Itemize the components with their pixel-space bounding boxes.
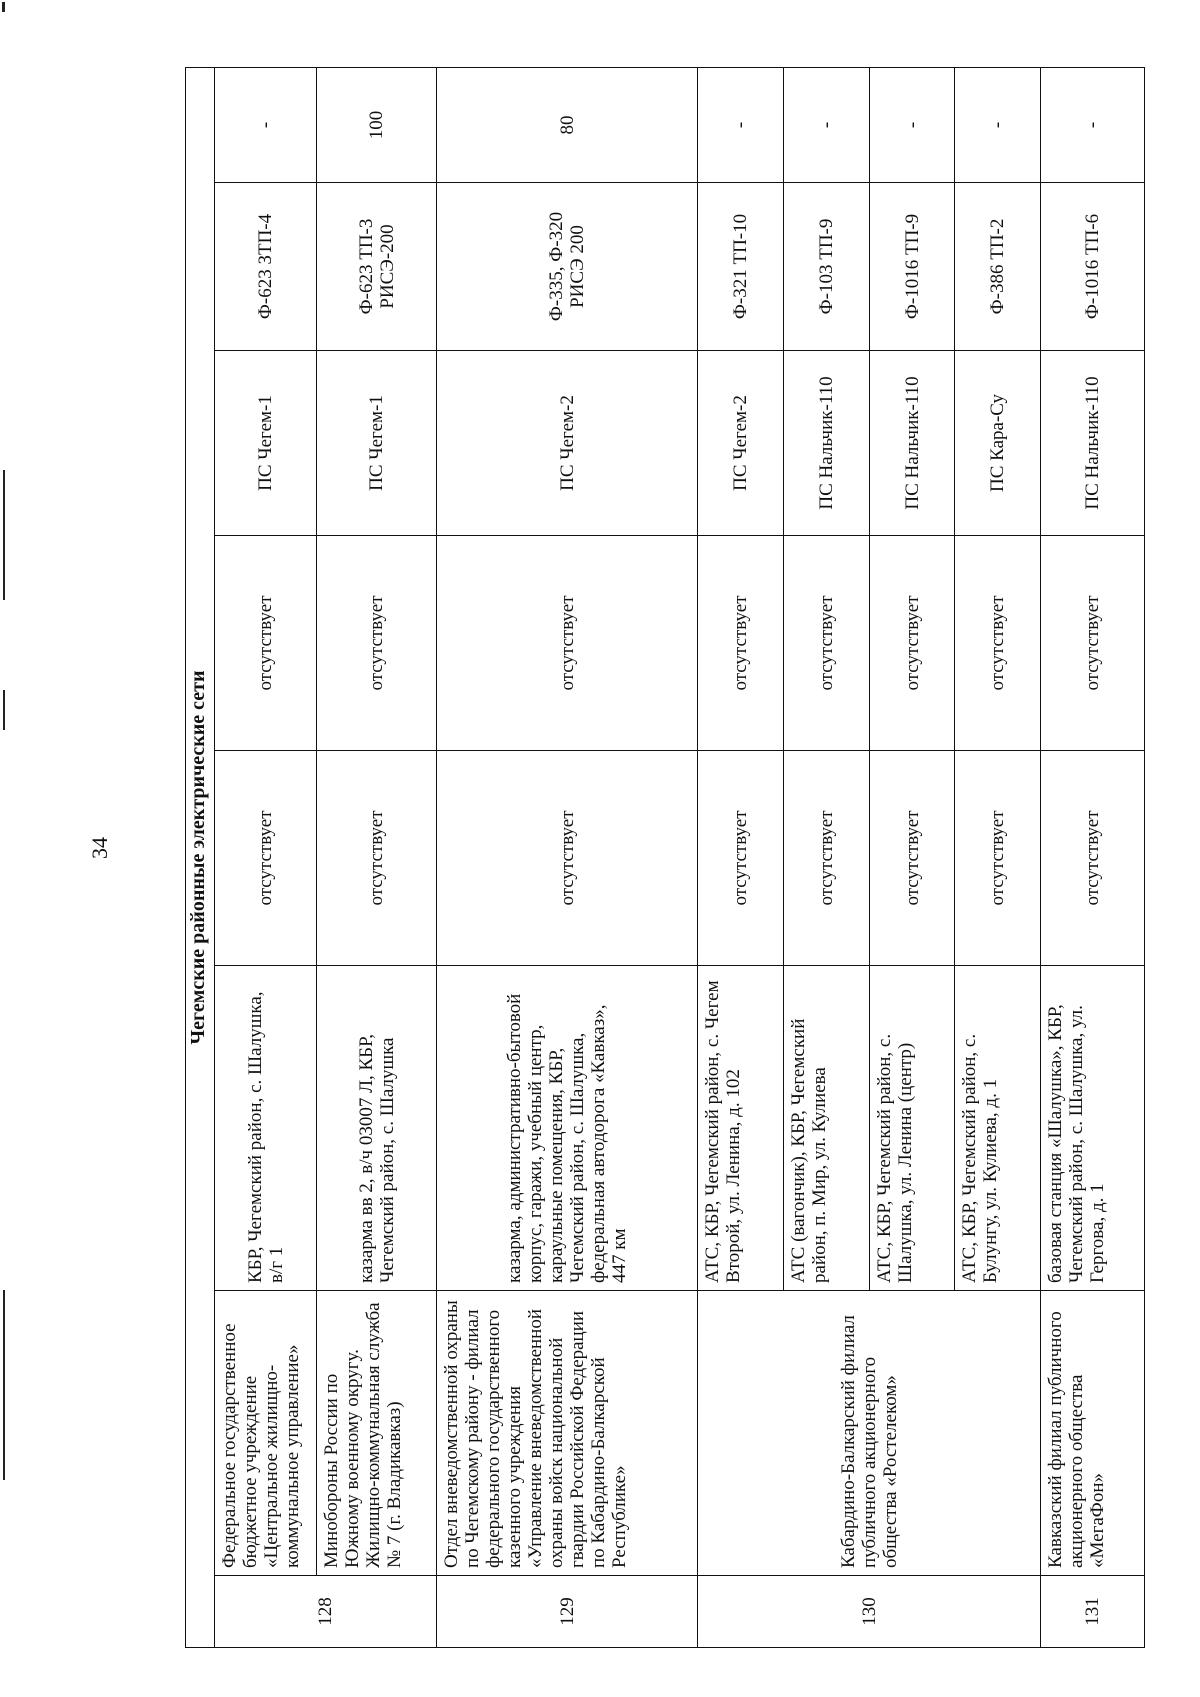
- power-cell: -: [783, 67, 869, 182]
- status-cell: отсутствует: [437, 536, 698, 751]
- status-cell: отсутствует: [783, 536, 869, 751]
- table-row: [698, 67, 784, 1647]
- table-row: [317, 67, 437, 1647]
- status-cell: отсутствует: [317, 536, 437, 751]
- rotated-table-area: [185, 68, 1145, 1648]
- substation-cell: ПС Чегем-1: [215, 351, 317, 536]
- address-cell: АТС, КБР, Чегемский район, с. Булунгу, ул. Кулиева, д. 1: [955, 966, 1041, 1291]
- row-number: 128: [215, 1576, 437, 1648]
- status-cell: отсутствует: [317, 751, 437, 966]
- substation-cell: ПС Чегем-1: [317, 351, 437, 536]
- substation-cell: ПС Чегем-2: [698, 351, 784, 536]
- row-number: 131: [1041, 1576, 1145, 1648]
- power-cell: -: [698, 67, 784, 182]
- power-cell: -: [955, 67, 1041, 182]
- feeder-cell: Ф-386 ТП-2: [955, 183, 1041, 351]
- table-row: [215, 67, 317, 1647]
- substation-cell: ПС Кара-Су: [955, 351, 1041, 536]
- table-row: [1041, 67, 1145, 1647]
- power-cell: -: [869, 67, 955, 182]
- substation-cell: ПС Нальчик-110: [783, 351, 869, 536]
- feeder-cell: Ф-103 ТП-9: [783, 183, 869, 351]
- table-row: [437, 67, 698, 1647]
- scan-mark-left-1: [3, 470, 5, 600]
- status-cell: отсутствует: [437, 751, 698, 966]
- address-cell: базовая станция «Шалушка», КБР, Чегемский район, с. Шалушка, ул. Гергова, д. 1: [1041, 966, 1145, 1291]
- address-cell: АТС (вагончик), КБР, Чегемский район, п. Мир, ул. Кулиева: [783, 966, 869, 1291]
- scan-mark-left-3: [3, 1290, 5, 1480]
- substation-cell: ПС Нальчик-110: [869, 351, 955, 536]
- power-cell: 80: [437, 67, 698, 182]
- status-cell: отсутствует: [783, 751, 869, 966]
- feeder-cell: Ф-1016 ТП-9: [869, 183, 955, 351]
- status-cell: отсутствует: [215, 751, 317, 966]
- organization-cell: Кабардино-Балкарский филиал публичного акционерного общества «Ростелеком»: [698, 1291, 1041, 1576]
- power-cell: -: [1041, 67, 1145, 182]
- address-cell: АТС, КБР, Чегемский район, с. Шалушка, ул. Ленина (центр): [869, 966, 955, 1291]
- substation-cell: ПС Нальчик-110: [1041, 351, 1145, 536]
- feeder-cell: Ф-1016 ТП-6: [1041, 183, 1145, 351]
- organization-cell: Кавказский филиал публичного акционерного общества «МегаФон»: [1041, 1291, 1145, 1576]
- status-cell: отсутствует: [698, 536, 784, 751]
- power-cell: 100: [317, 67, 437, 182]
- power-cell: -: [215, 67, 317, 182]
- section-title: Чегемские районные электрические сети: [186, 67, 215, 1647]
- status-cell: отсутствует: [869, 536, 955, 751]
- scan-mark-top-left: [2, 2, 5, 12]
- organization-cell: Минобороны России по Южному военному округу. Жилищно-коммунальная служба № 7 (г. Владикавказ): [317, 1291, 437, 1576]
- organization-cell: Федеральное государственное бюджетное учреждение «Центральное жилищно-коммунальное управление»: [215, 1291, 317, 1576]
- status-cell: отсутствует: [1041, 751, 1145, 966]
- scan-mark-left-2: [3, 690, 5, 730]
- status-cell: отсутствует: [869, 751, 955, 966]
- row-number: 130: [698, 1576, 1041, 1648]
- address-cell: КБР, Чегемский район, с. Шалушка, в/г 1: [215, 966, 317, 1291]
- document-table: [185, 67, 1145, 1648]
- status-cell: отсутствует: [955, 536, 1041, 751]
- address-cell: казарма вв 2, в/ч 03007 Л, КБР, Чегемский район, с. Шалушка: [317, 966, 437, 1291]
- address-cell: АТС, КБР, Чегемский район, с. Чегем Второй, ул. Ленина, д. 102: [698, 966, 784, 1291]
- address-cell: казарма, административно-бытовой корпус, гаражи, учебный центр, караульные помещения, КБР, Чегемский район, с. Шалушка, федеральная автодорога «Кавказ», 447 км: [437, 966, 698, 1291]
- feeder-cell: Ф-623 ЗТП-4: [215, 183, 317, 351]
- status-cell: отсутствует: [1041, 536, 1145, 751]
- status-cell: отсутствует: [955, 751, 1041, 966]
- substation-cell: ПС Чегем-2: [437, 351, 698, 536]
- status-cell: отсутствует: [698, 751, 784, 966]
- status-cell: отсутствует: [215, 536, 317, 751]
- organization-cell: Отдел вневедомственной охраны по Чегемскому району - филиал федерального государственного казенного учреждения «Управление вневедомственной охраны войск национальной гвардии Российской Федерации по Кабардино-Балкарской Республике»: [437, 1291, 698, 1576]
- feeder-cell: Ф-335, Ф-320 РИСЭ 200: [437, 183, 698, 351]
- section-header-row: [186, 67, 215, 1647]
- feeder-cell: Ф-623 ТП-3 РИСЭ-200: [317, 183, 437, 351]
- feeder-cell: Ф-321 ТП-10: [698, 183, 784, 351]
- row-number: 129: [437, 1576, 698, 1648]
- page-number: 34: [87, 837, 112, 859]
